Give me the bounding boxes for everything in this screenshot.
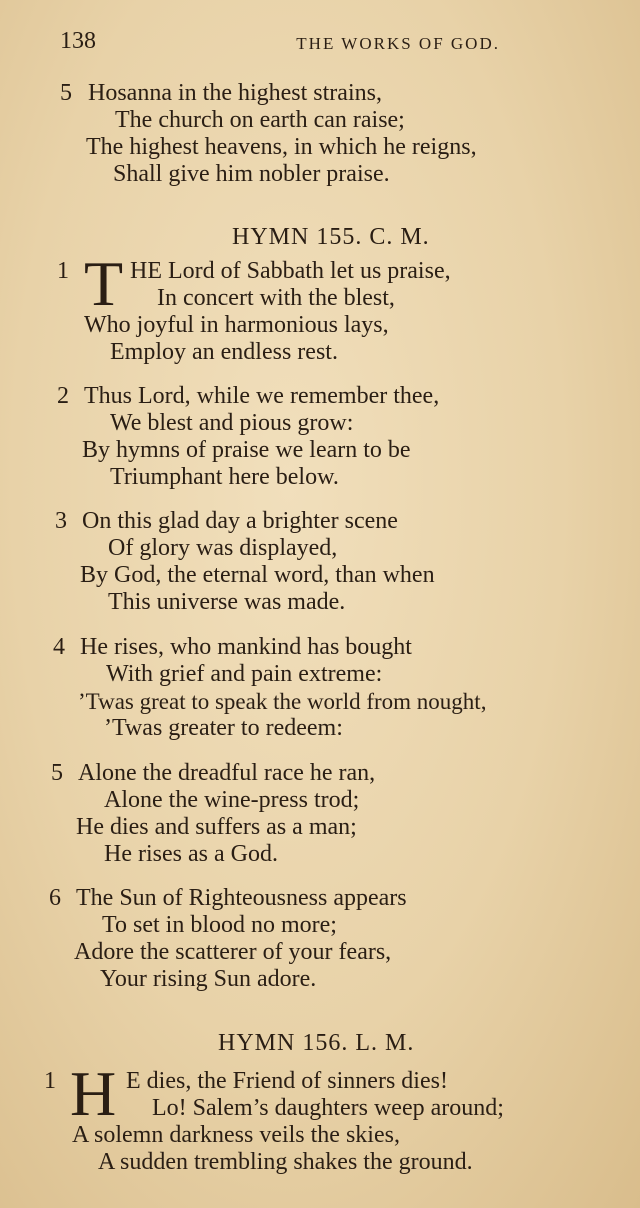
verse-line: A solemn darkness veils the skies, — [72, 1122, 400, 1148]
verse-line: E dies, the Friend of sinners dies! — [126, 1068, 448, 1094]
drop-cap: T — [84, 248, 124, 319]
verse-line: Alone the dreadful race he ran, — [78, 760, 376, 786]
drop-cap: H — [70, 1058, 117, 1129]
verse-line: Your rising Sun adore. — [100, 966, 317, 992]
verse-line: This universe was made. — [108, 589, 346, 615]
verse-number: 6 — [49, 885, 61, 911]
page-number: 138 — [60, 28, 96, 54]
verse-line: The highest heavens, in which he reigns, — [86, 134, 477, 160]
verse-line: Who joyful in harmonious lays, — [84, 312, 389, 338]
verse-line: ’Twas greater to redeem: — [104, 715, 343, 741]
verse-number: 3 — [55, 508, 67, 534]
verse-line: In concert with the blest, — [157, 285, 395, 311]
verse-line: Triumphant here below. — [110, 464, 339, 490]
verse-line: HE Lord of Sabbath let us praise, — [130, 258, 451, 284]
verse-line: On this glad day a brighter scene — [82, 508, 398, 534]
verse-number: 5 — [51, 760, 63, 786]
verse-line: Adore the scatterer of your fears, — [74, 939, 392, 965]
verse-line: To set in blood no more; — [102, 912, 337, 938]
verse-line: ’Twas great to speak the world from nought, — [78, 689, 487, 714]
verse-line: Lo! Salem’s daughters weep around; — [152, 1095, 504, 1121]
verse-line: We blest and pious grow: — [110, 410, 354, 436]
hymn-title: HYMN 156. L. M. — [218, 1030, 415, 1056]
page-header — [60, 28, 500, 64]
verse-line: Shall give him nobler praise. — [113, 161, 390, 187]
verse-line: He rises, who mankind has bought — [80, 634, 412, 660]
verse-line: The Sun of Righteousness appears — [76, 885, 407, 911]
verse-line: Employ an endless rest. — [110, 339, 338, 365]
verse-line: The church on earth can raise; — [115, 107, 405, 133]
verse-line: Thus Lord, while we remember thee, — [84, 383, 440, 409]
verse-number: 4 — [53, 634, 65, 660]
verse-line: By God, the eternal word, than when — [80, 562, 435, 588]
verse-line: By hymns of praise we learn to be — [82, 437, 411, 463]
verse-line: Of glory was displayed, — [108, 535, 338, 561]
running-title: THE WORKS OF GOD. — [296, 34, 500, 53]
hymn-title: HYMN 155. C. M. — [232, 224, 430, 250]
verse-line: A sudden trembling shakes the ground. — [98, 1149, 473, 1175]
verse-number: 5 — [60, 80, 72, 106]
verse-number: 1 — [57, 258, 69, 284]
verse-line: Alone the wine-press trod; — [104, 787, 360, 813]
verse-line: Hosanna in the highest strains, — [88, 80, 382, 106]
verse-line: He dies and suffers as a man; — [76, 814, 357, 840]
verse-number: 1 — [44, 1068, 56, 1094]
verse-line: With grief and pain extreme: — [106, 661, 383, 687]
verse-line: He rises as a God. — [104, 841, 278, 867]
verse-number: 2 — [57, 383, 69, 409]
